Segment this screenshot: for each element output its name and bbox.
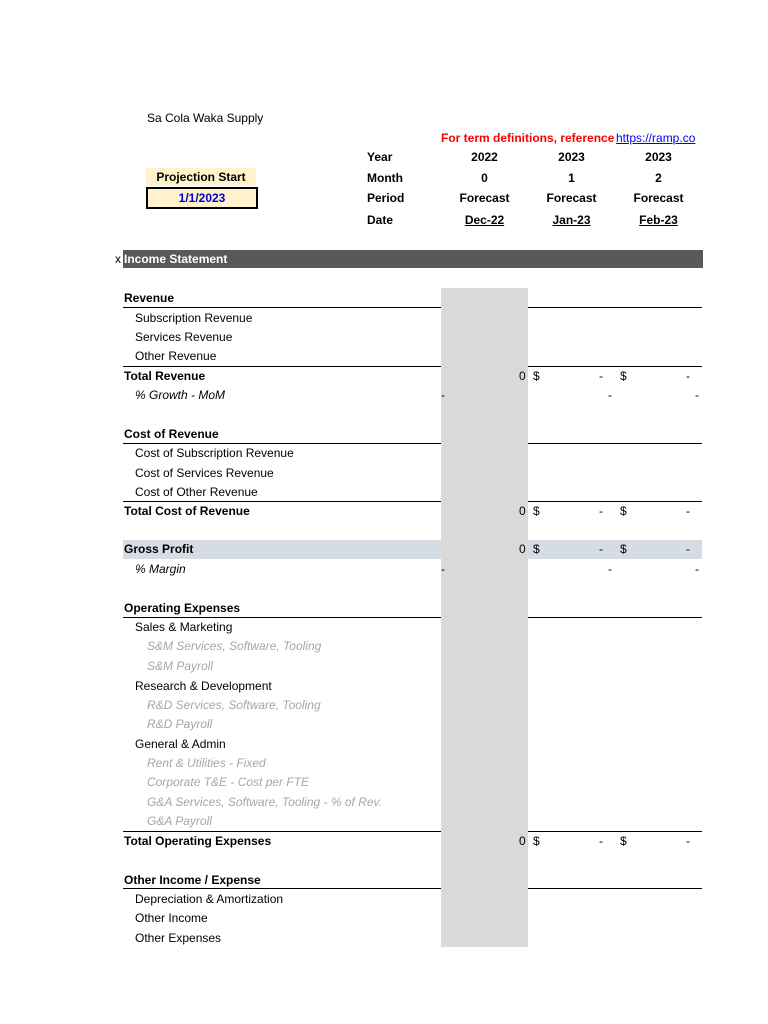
cost-of-other-revenue: Cost of Other Revenue xyxy=(135,485,258,499)
total-cor-col2-currency: $ xyxy=(620,504,627,518)
revenue-heading: Revenue xyxy=(124,291,175,305)
rd-services-software: R&D Services, Software, Tooling xyxy=(147,698,321,712)
other-rule-right xyxy=(528,888,702,889)
projection-start-input[interactable]: 1/1/2023 xyxy=(146,187,258,209)
subscription-revenue: Subscription Revenue xyxy=(135,311,253,325)
projection-start-label: Projection Start xyxy=(146,168,256,186)
growth-mom-label: % Growth - MoM xyxy=(135,388,226,402)
col1-month: 1 xyxy=(568,171,575,185)
gross-profit-label: Gross Profit xyxy=(124,542,194,556)
gross-profit-col2-currency: $ xyxy=(620,542,627,556)
sales-marketing-label: Sales & Marketing xyxy=(135,620,233,634)
gross-profit-col1-value: - xyxy=(599,542,603,556)
margin-label: % Margin xyxy=(135,562,186,576)
col2-year: 2023 xyxy=(645,150,672,164)
total-opex-rule-left xyxy=(123,831,441,832)
cor-rule-left xyxy=(123,443,441,444)
date-row-label: Date xyxy=(367,213,394,227)
total-opex-col2-value: - xyxy=(686,834,690,848)
other-revenue: Other Revenue xyxy=(135,349,217,363)
total-cor-rule-left xyxy=(123,501,441,502)
total-revenue-col2-currency: $ xyxy=(620,369,627,383)
growth-col2: - xyxy=(695,388,699,402)
services-revenue: Services Revenue xyxy=(135,330,233,344)
research-development-label: Research & Development xyxy=(135,679,272,693)
total-cor-col2-value: - xyxy=(686,504,690,518)
col2-date xyxy=(615,212,702,228)
other-income: Other Income xyxy=(135,911,208,925)
other-income-expense-heading: Other Income / Expense xyxy=(124,873,261,887)
col2-period: Forecast xyxy=(633,191,684,205)
col1-date xyxy=(528,212,615,228)
total-cor-col1-currency: $ xyxy=(533,504,540,518)
definitions-note: For term definitions, reference xyxy=(441,131,615,145)
col0-year: 2022 xyxy=(471,150,498,164)
section-marker: x xyxy=(115,252,121,266)
total-opex-rule-right xyxy=(528,831,702,832)
other-expenses: Other Expenses xyxy=(135,931,222,945)
growth-col1: - xyxy=(608,388,612,402)
ga-payroll: G&A Payroll xyxy=(147,814,212,828)
opex-rule-left xyxy=(123,617,441,618)
revenue-rule-left xyxy=(123,307,441,308)
col0-month: 0 xyxy=(481,171,488,185)
definitions-link[interactable]: https://ramp.co xyxy=(616,131,696,145)
year-row-label: Year xyxy=(367,150,393,164)
total-revenue-rule-left xyxy=(123,366,441,367)
other-rule-left xyxy=(123,888,441,889)
rent-utilities: Rent & Utilities - Fixed xyxy=(147,756,266,770)
revenue-rule-right xyxy=(528,307,702,308)
total-revenue-col0: 0 xyxy=(519,369,526,383)
total-opex-col1-currency: $ xyxy=(533,834,540,848)
cor-rule-right xyxy=(528,443,702,444)
margin-col0: - xyxy=(441,562,445,576)
general-admin-label: General & Admin xyxy=(135,737,226,751)
col0-period: Forecast xyxy=(459,191,510,205)
opex-rule-right xyxy=(528,617,702,618)
gross-profit-col2-value: - xyxy=(686,542,690,556)
margin-col1: - xyxy=(608,562,612,576)
total-cor-col0: 0 xyxy=(519,504,526,518)
gross-profit-col0: 0 xyxy=(519,542,526,556)
sm-payroll: S&M Payroll xyxy=(147,659,214,673)
total-cost-of-revenue-label: Total Cost of Revenue xyxy=(124,504,250,518)
total-revenue-col1-value: - xyxy=(599,369,603,383)
forecast-column-shading xyxy=(441,288,528,947)
cost-of-services-revenue: Cost of Services Revenue xyxy=(135,466,274,480)
total-opex-col1-value: - xyxy=(599,834,603,848)
growth-col0: - xyxy=(441,388,445,402)
total-revenue-rule-right xyxy=(528,366,702,367)
month-row-label: Month xyxy=(367,171,403,185)
rd-payroll: R&D Payroll xyxy=(147,717,213,731)
depreciation-amortization: Depreciation & Amortization xyxy=(135,892,284,906)
total-cor-rule-right xyxy=(528,501,702,502)
col1-date-text: Jan-23 xyxy=(552,213,591,227)
margin-col2: - xyxy=(695,562,699,576)
total-revenue-col2-value: - xyxy=(686,369,690,383)
ga-services-software: G&A Services, Software, Tooling - % of Rev. xyxy=(147,795,382,809)
corporate-te: Corporate T&E - Cost per FTE xyxy=(147,775,310,789)
gross-profit-col1-currency: $ xyxy=(533,542,540,556)
total-opex-col0: 0 xyxy=(519,834,526,848)
company-name: Sa Cola Waka Supply xyxy=(147,111,264,125)
operating-expenses-heading: Operating Expenses xyxy=(124,601,241,615)
period-row-label: Period xyxy=(367,191,405,205)
total-revenue-col1-currency: $ xyxy=(533,369,540,383)
total-revenue-label: Total Revenue xyxy=(124,369,206,383)
total-operating-expenses-label: Total Operating Expenses xyxy=(124,834,272,848)
total-cor-col1-value: - xyxy=(599,504,603,518)
total-opex-col2-currency: $ xyxy=(620,834,627,848)
col2-month: 2 xyxy=(655,171,662,185)
income-statement-header: Income Statement xyxy=(123,250,703,268)
col2-date-text: Feb-23 xyxy=(639,213,678,227)
col0-date-text: Dec-22 xyxy=(464,213,505,227)
col0-date xyxy=(441,212,528,228)
gross-profit-band xyxy=(123,540,702,559)
cost-of-subscription-revenue: Cost of Subscription Revenue xyxy=(135,446,294,460)
sm-services-software: S&M Services, Software, Tooling xyxy=(147,639,322,653)
col1-year: 2023 xyxy=(558,150,585,164)
col1-period: Forecast xyxy=(546,191,597,205)
cost-of-revenue-heading: Cost of Revenue xyxy=(124,427,219,441)
